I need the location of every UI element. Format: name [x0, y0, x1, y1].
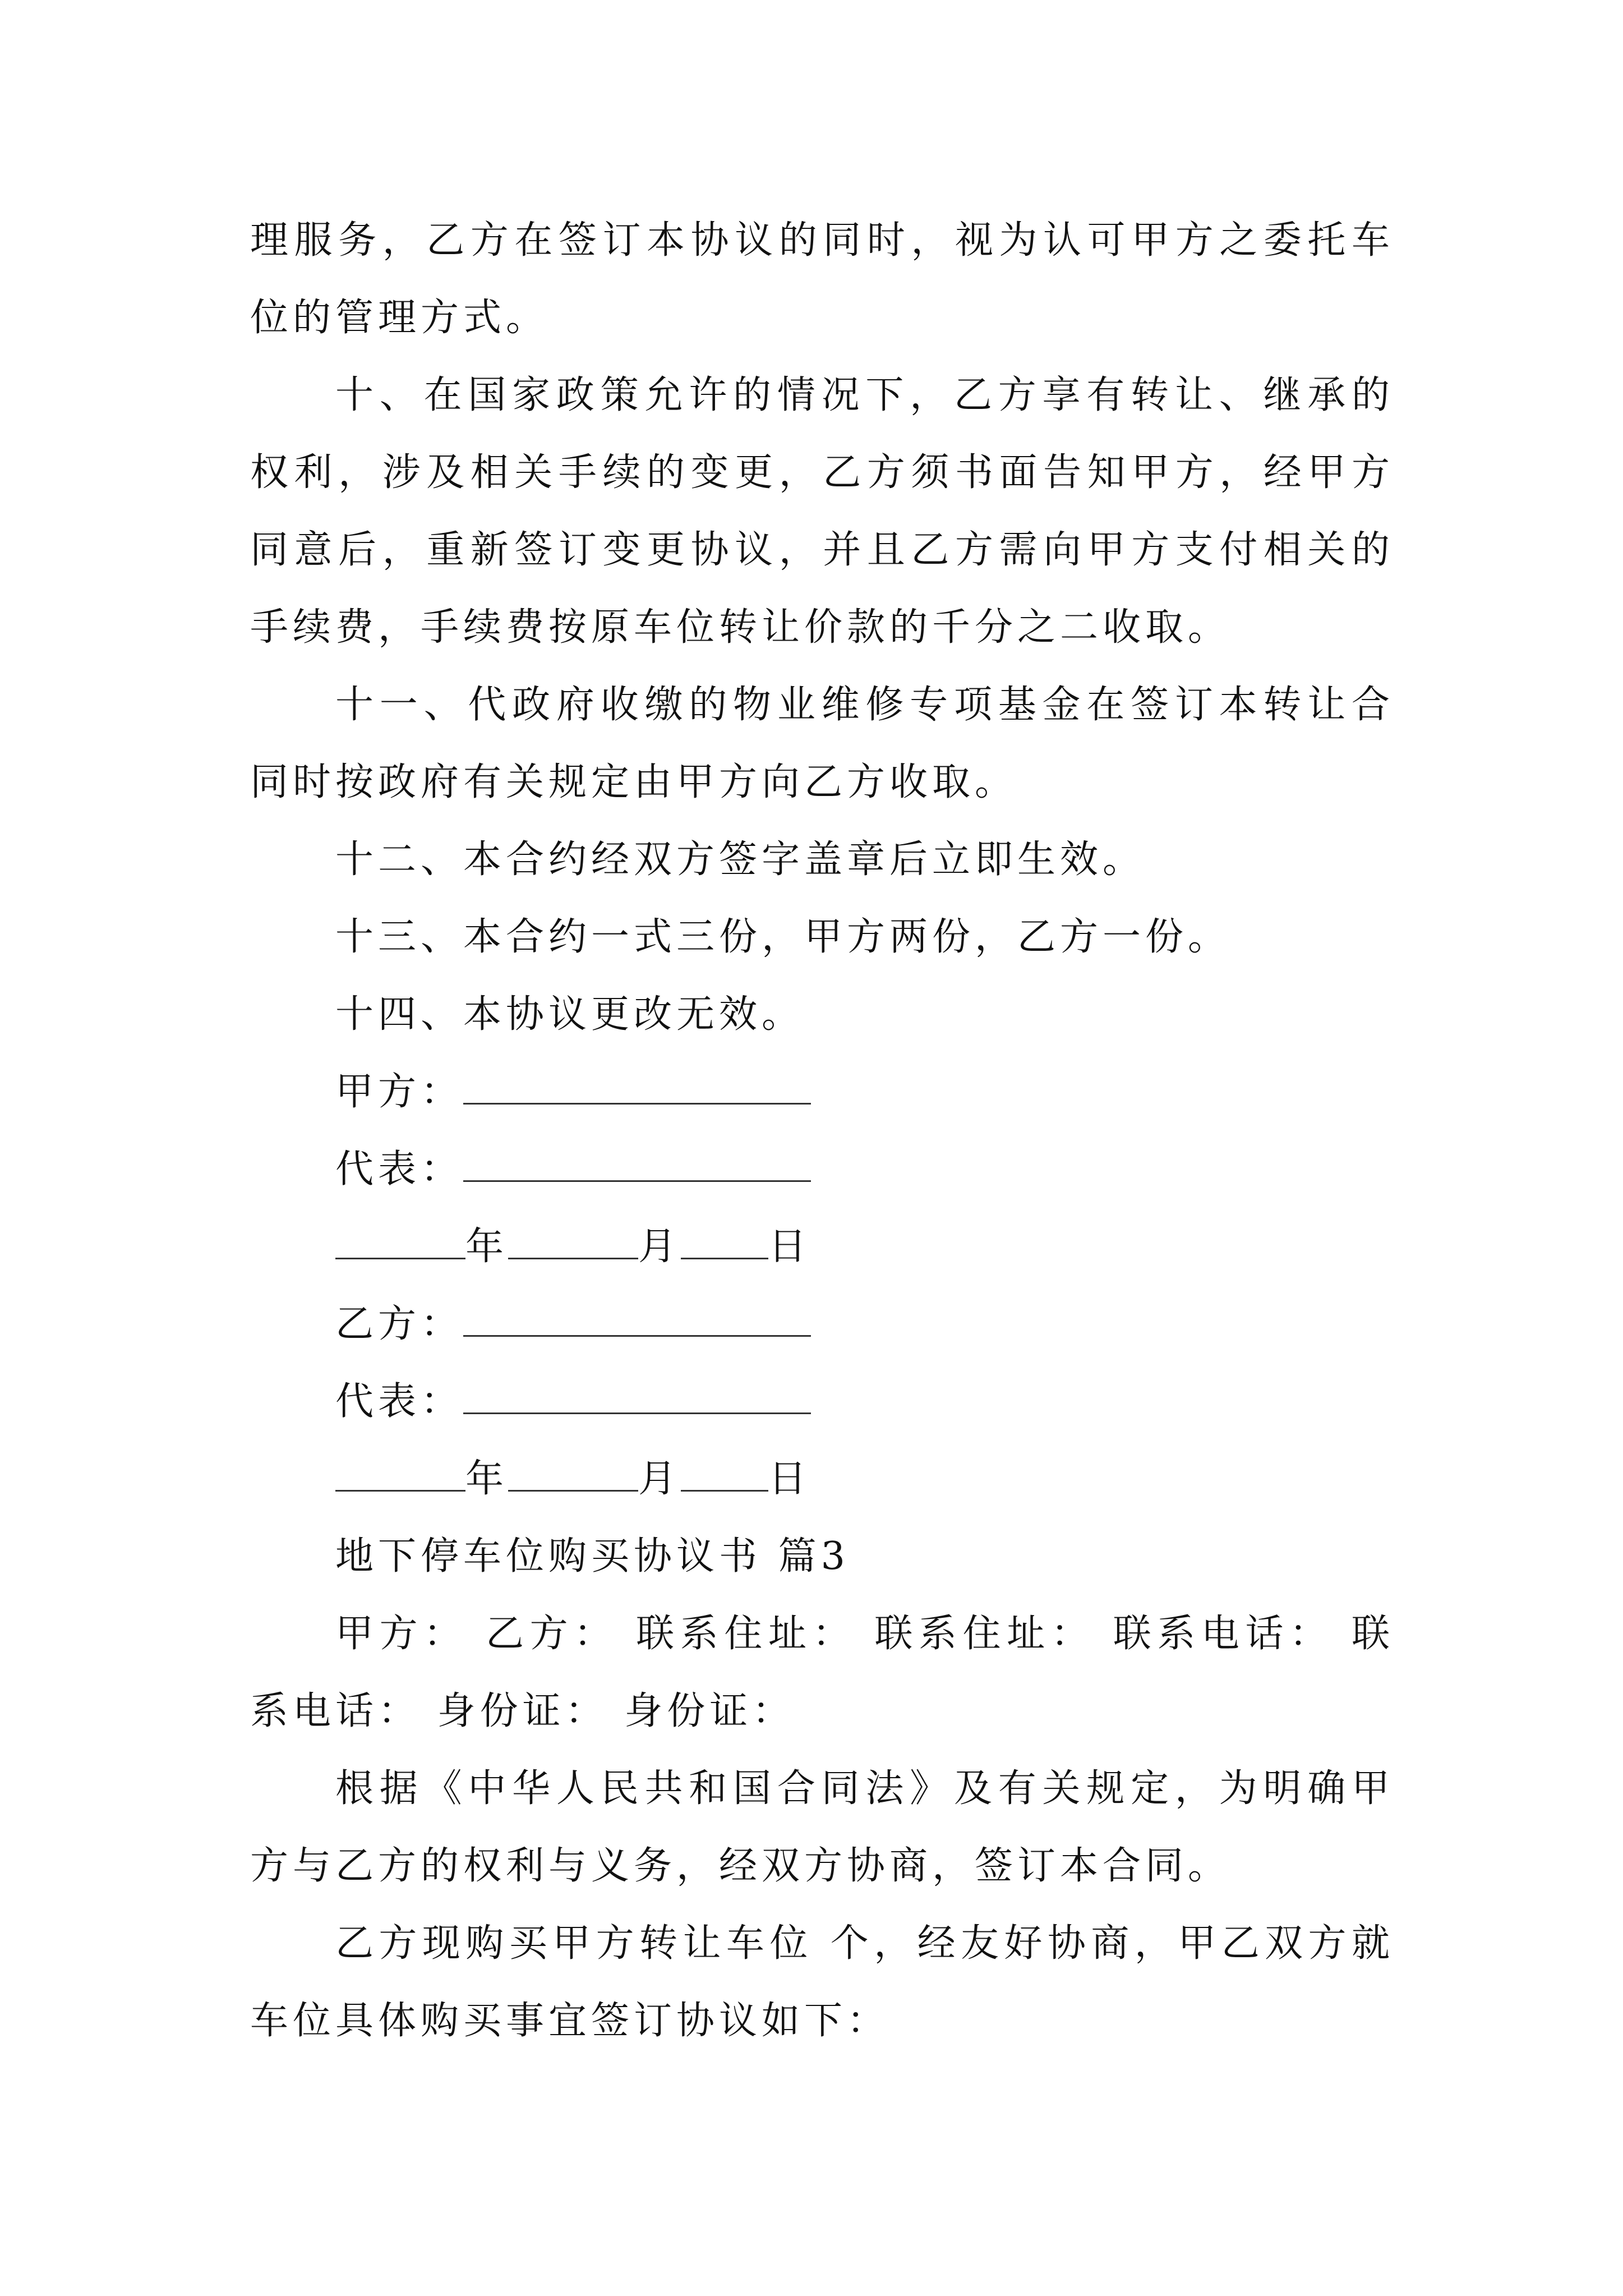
date-a-day-label: 日: [768, 1225, 811, 1269]
date-a-year-label: 年: [465, 1225, 509, 1269]
paragraph-clause-12: 十二、本合约经双方签字盖章后立即生效。: [335, 838, 1146, 882]
date-b-year-blank: [335, 1457, 465, 1492]
section-3-purchase: 乙方现购买甲方转让车位 个，经友好协商，甲乙双方就车位具体购买事宜签订协议如下：: [250, 1921, 1394, 2043]
document-body: [250, 202, 1394, 2060]
party-a-blank: [463, 1070, 811, 1105]
rep-b-signature-line: [250, 1363, 1394, 1441]
party-b-label: 乙方：: [335, 1302, 464, 1346]
paragraph-management-continuation: 理服务，乙方在签订本协议的同时，视为认可甲方之委托车位的管理方式。: [250, 218, 1394, 340]
date-b-month-blank: [508, 1457, 638, 1492]
date-b-day-label: 日: [768, 1457, 811, 1501]
paragraph-clause-11: 十一、代政府收缴的物业维修专项基金在签订本转让合同时按政府有关规定由甲方向乙方收取。: [250, 683, 1394, 804]
rep-a-blank: [463, 1148, 811, 1182]
section-3-basis: 根据《中华人民共和国合同法》及有关规定，为明确甲方与乙方的权利与义务，经双方协商，签订本合同。: [250, 1766, 1394, 1888]
date-a-month-blank: [508, 1225, 638, 1259]
date-b-line: [250, 1441, 1394, 1518]
date-a-day-blank: [681, 1225, 768, 1259]
party-b-signature-line: [250, 1286, 1394, 1363]
date-a-line: [250, 1208, 1394, 1286]
party-b-blank: [463, 1303, 811, 1337]
date-b-day-blank: [681, 1457, 768, 1492]
rep-a-label: 代表：: [335, 1147, 464, 1191]
party-a-signature-line: [250, 1053, 1394, 1131]
date-a-year-blank: [335, 1225, 465, 1259]
rep-a-signature-line: [250, 1131, 1394, 1208]
section-3-heading: 地下停车位购买协议书 篇3: [335, 1534, 850, 1579]
section-3-parties: 甲方： 乙方： 联系住址： 联系住址： 联系电话： 联系电话： 身份证： 身份证：: [250, 1612, 1394, 1733]
rep-b-label: 代表：: [335, 1379, 464, 1424]
paragraph-clause-10: 十、在国家政策允许的情况下，乙方享有转让、继承的权利，涉及相关手续的变更，乙方须书面告知甲方，经甲方同意后，重新签订变更协议，并且乙方需向甲方支付相关的手续费，手续费按原车位转让价款的千分之二收取。: [250, 373, 1394, 650]
date-a-month-label: 月: [638, 1225, 681, 1269]
paragraph-clause-14: 十四、本协议更改无效。: [335, 992, 805, 1037]
date-b-month-label: 月: [638, 1457, 681, 1501]
party-a-label: 甲方：: [335, 1070, 464, 1114]
date-b-year-label: 年: [465, 1457, 509, 1501]
rep-b-blank: [463, 1380, 811, 1414]
paragraph-clause-13: 十三、本合约一式三份，甲方两份，乙方一份。: [335, 915, 1231, 959]
